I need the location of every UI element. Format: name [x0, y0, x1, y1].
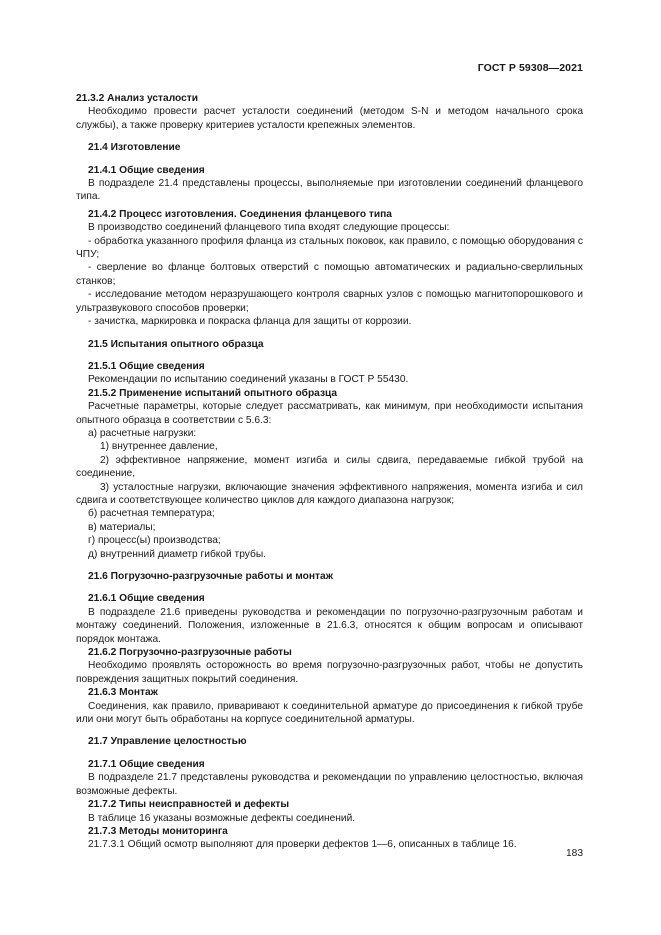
paragraph: В подразделе 21.4 представлены процессы, выполняемые при изготовлении соединений фланцевого типа. [76, 178, 583, 203]
document-body [76, 92, 583, 852]
heading-21-4-2: 21.4.2 Процесс изготовления. Соединения фланцевого типа [88, 208, 392, 220]
heading-21-6-1: 21.6.1 Общие сведения [88, 593, 205, 605]
page-number: 183 [566, 848, 583, 859]
heading-21-7-1: 21.7.1 Общие сведения [88, 758, 205, 770]
list-item: - сверление во фланце болтовых отверстий с помощью автоматических и радиально-сверлильных станков; [76, 262, 583, 287]
paragraph: Необходимо провести расчет усталости соединений (методом S-N и методом начального срока службы), а также проверку критериев усталости крепежных элементов. [76, 106, 583, 131]
sub-list-item: 1) внутреннее давление, [100, 441, 218, 453]
paragraph: В таблице 16 указаны возможные дефекты соединений. [88, 812, 356, 824]
paragraph: 21.7.3.1 Общий осмотр выполняют для проверки дефектов 1—6, описанных в таблице 16. [88, 839, 517, 851]
heading-21-6-2: 21.6.2 Погрузочно-разгрузочные работы [88, 647, 292, 659]
sub-list-item: 2) эффективное напряжение, момент изгиба и силы сдвига, передаваемые гибкой трубой на соединение, [76, 454, 583, 480]
heading-21-4: 21.4 Изготовление [88, 142, 181, 154]
list-item: а) расчетные нагрузки: [88, 427, 197, 439]
list-item: б) расчетная температура; [88, 508, 215, 520]
paragraph: В подразделе 21.6 приведены руководства и рекомендации по погрузочно-разгрузочным работам и монтажу соединений. Положения, изложенные в 21.6.3, относятся к общим вопросам и описывают порядок монтажа. [76, 606, 583, 645]
list-item: - обработка указанного профиля фланца из стальных поковок, как правило, с помощью оборудования с ЧПУ; [76, 235, 583, 261]
heading-21-5-2: 21.5.2 Применение испытаний опытного образца [88, 387, 338, 399]
heading-21-7-3: 21.7.3 Методы мониторинга [88, 825, 228, 837]
heading-21-6: 21.6 Погрузочно-разгрузочные работы и монтаж [88, 571, 333, 582]
list-item: д) внутренний диаметр гибкой трубы. [88, 548, 266, 560]
paragraph: В производство соединений фланцевого типа входят следующие процессы: [88, 222, 450, 234]
heading-21-5-1: 21.5.1 Общие сведения [88, 360, 205, 372]
heading-21-5: 21.5 Испытания опытного образца [88, 338, 264, 350]
heading-21-4-1: 21.4.1 Общие сведения [88, 164, 205, 176]
paragraph: Соединения, как правило, приваривают к соединительной арматуре до присоединения к гибкой трубе или они могут быть обработаны на корпусе соединительной арматуры. [76, 700, 583, 726]
paragraph: Расчетные параметры, которые следует рассматривать, как минимум, при необходимости испытания опытного образца в соответствии с 5.6.3: [76, 401, 583, 426]
paragraph: Необходимо проявлять осторожность во время погрузочно-разгрузочных работ, чтобы не допустить повреждения защитных покрытий соединения. [76, 660, 583, 685]
heading-21-6-3: 21.6.3 Монтаж [88, 687, 158, 699]
sub-list-item: 3) усталостные нагрузки, включающие значения эффективного напряжения, момента изгиба и сил сдвига и соответствующее количество циклов для каждого диапазона нагрузок; [76, 481, 583, 506]
heading-21-3-2: 21.3.2 Анализ усталости [76, 93, 199, 104]
heading-21-7: 21.7 Управление целостностью [88, 736, 247, 748]
list-item: г) процесс(ы) производства; [88, 535, 221, 547]
list-item: в) материалы; [88, 521, 156, 533]
paragraph: Рекомендации по испытанию соединений указаны в ГОСТ Р 55430. [88, 374, 409, 386]
document-header: ГОСТ Р 59308—2021 [477, 62, 583, 74]
heading-21-7-2: 21.7.2 Типы неисправностей и дефекты [88, 799, 290, 811]
list-item: - зачистка, маркировка и покраска фланца для защиты от коррозии. [88, 316, 412, 328]
list-item: - исследование методом неразрушающего контроля сварных узлов с помощью магнитопорошкового и ультразвукового способов проверки; [76, 289, 583, 314]
paragraph: В подразделе 21.7 представлены руководства и рекомендации по управлению целостностью, включая возможные дефекты. [76, 772, 583, 797]
